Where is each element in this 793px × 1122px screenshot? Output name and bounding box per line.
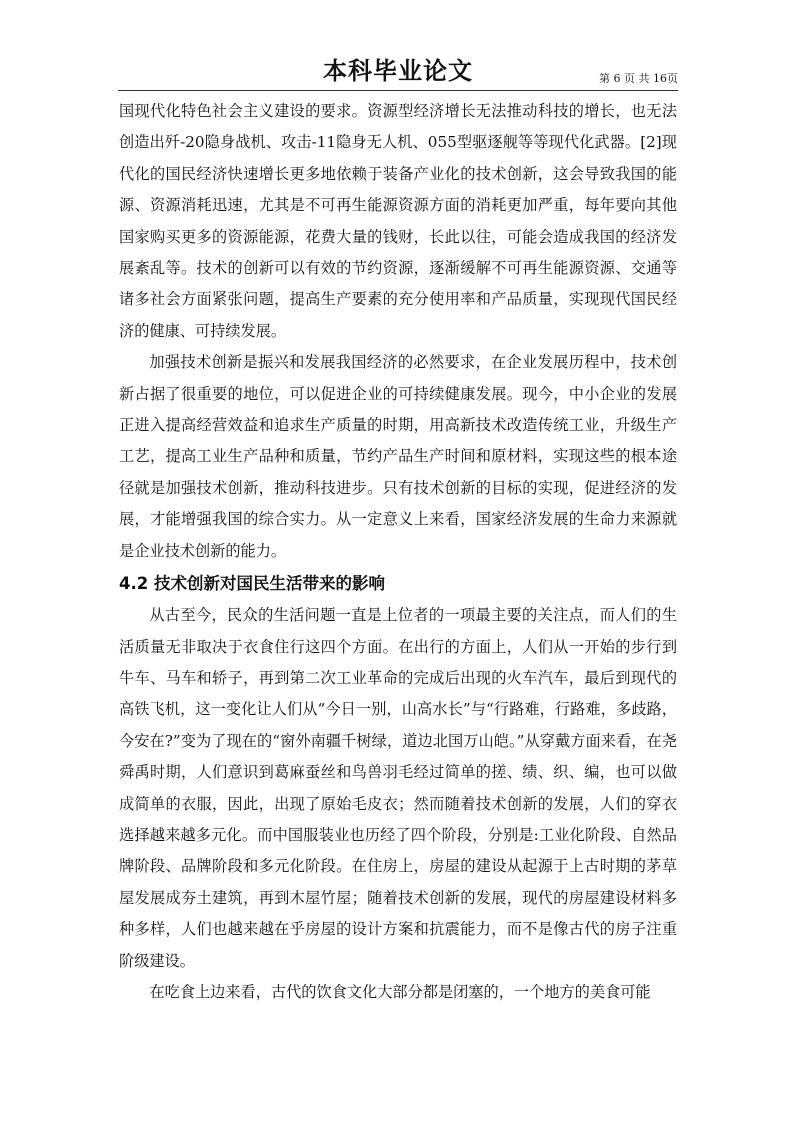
- page-header: [118, 52, 678, 91]
- page-number: 第 6 页 共 16页: [599, 72, 678, 85]
- paragraph: 在吃食上边来看，古代的饮食文化大部分都是闭塞的，一个地方的美食可能: [149, 982, 651, 1001]
- paragraph: 国现代化特色社会主义建设的要求。资源型经济增长无法推动科技的增长，也无法创造出歼-20隐身战机、攻击-11隐身无人机、055型驱逐舰等等现代化武器。[2]现代化的国民经济快速增长更多地依赖于装备产业化的技术创新，这会导致我国的能源、资源消耗迅速，尤其是不可再生能源资源方面的消耗更加严重，每年要向其他国家购买更多的资源能源，花费大量的钱财，长此以往，可能会造成我国的经济发展紊乱等。技术的创新可以有效的节约资源，逐渐缓解不可再生能源资源、交通等诸多社会方面紧张问题，提高生产要素的充分使用率和产品质量，实现现代国民经济的健康、可持续发展。: [119, 102, 677, 340]
- header-title: 本科毕业论文: [323, 57, 473, 85]
- main-content: [119, 96, 677, 1008]
- paragraph: 加强技术创新是振兴和发展我国经济的必然要求，在企业发展历程中，技术创新占据了很重要的地位，可以促进企业的可持续健康发展。现今，中小企业的发展正进入提高经营效益和追求生产质量的时期，用高新技术改造传统工业，升级生产工艺，提高工业生产品种和质量，节约产品生产时间和原材料，实现这些的根本途径就是加强技术创新，推动科技进步。只有技术创新的目标的实现，促进经济的发展，才能增强我国的综合实力。从一定意义上来看，国家经济发展的生命力来源就是企业技术创新的能力。: [119, 353, 677, 560]
- paragraph: 从古至今，民众的生活问题一直是上位者的一项最主要的关注点，而人们的生活质量无非取决于衣食住行这四个方面。在出行的方面上，人们从一开始的步行到牛车、马车和轿子，再到第二次工业革命的完成后出现的火车汽车，最后到现代的高铁飞机，这一变化让人们从“今日一别，山高水长”与“行路难，行路难，多歧路，今安在?”变为了现在的“窗外南疆千树绿，道边北国万山皑。”从穿戴方面来看，在尧舜禹时期，人们意识到葛麻蚕丝和鸟兽羽毛经过简单的搓、绩、织、编，也可以做成简单的衣服，因此，出现了原始毛皮衣；然而随着技术创新的发展，人们的穿衣选择越来越多元化。而中国服装业也历经了四个阶段，分别是:工业化阶段、自然品牌阶段、品牌阶段和多元化阶段。在住房上，房屋的建设从起源于上古时期的茅草屋发展成夯土建筑，再到木屋竹屋；随着技术创新的发展，现代的房屋建设材料多种多样，人们也越来越在乎房屋的设计方案和抗震能力，而不是像古代的房子注重阶级建设。: [119, 606, 677, 970]
- section-heading: 4.2 技术创新对国民生活带来的影响: [119, 574, 385, 594]
